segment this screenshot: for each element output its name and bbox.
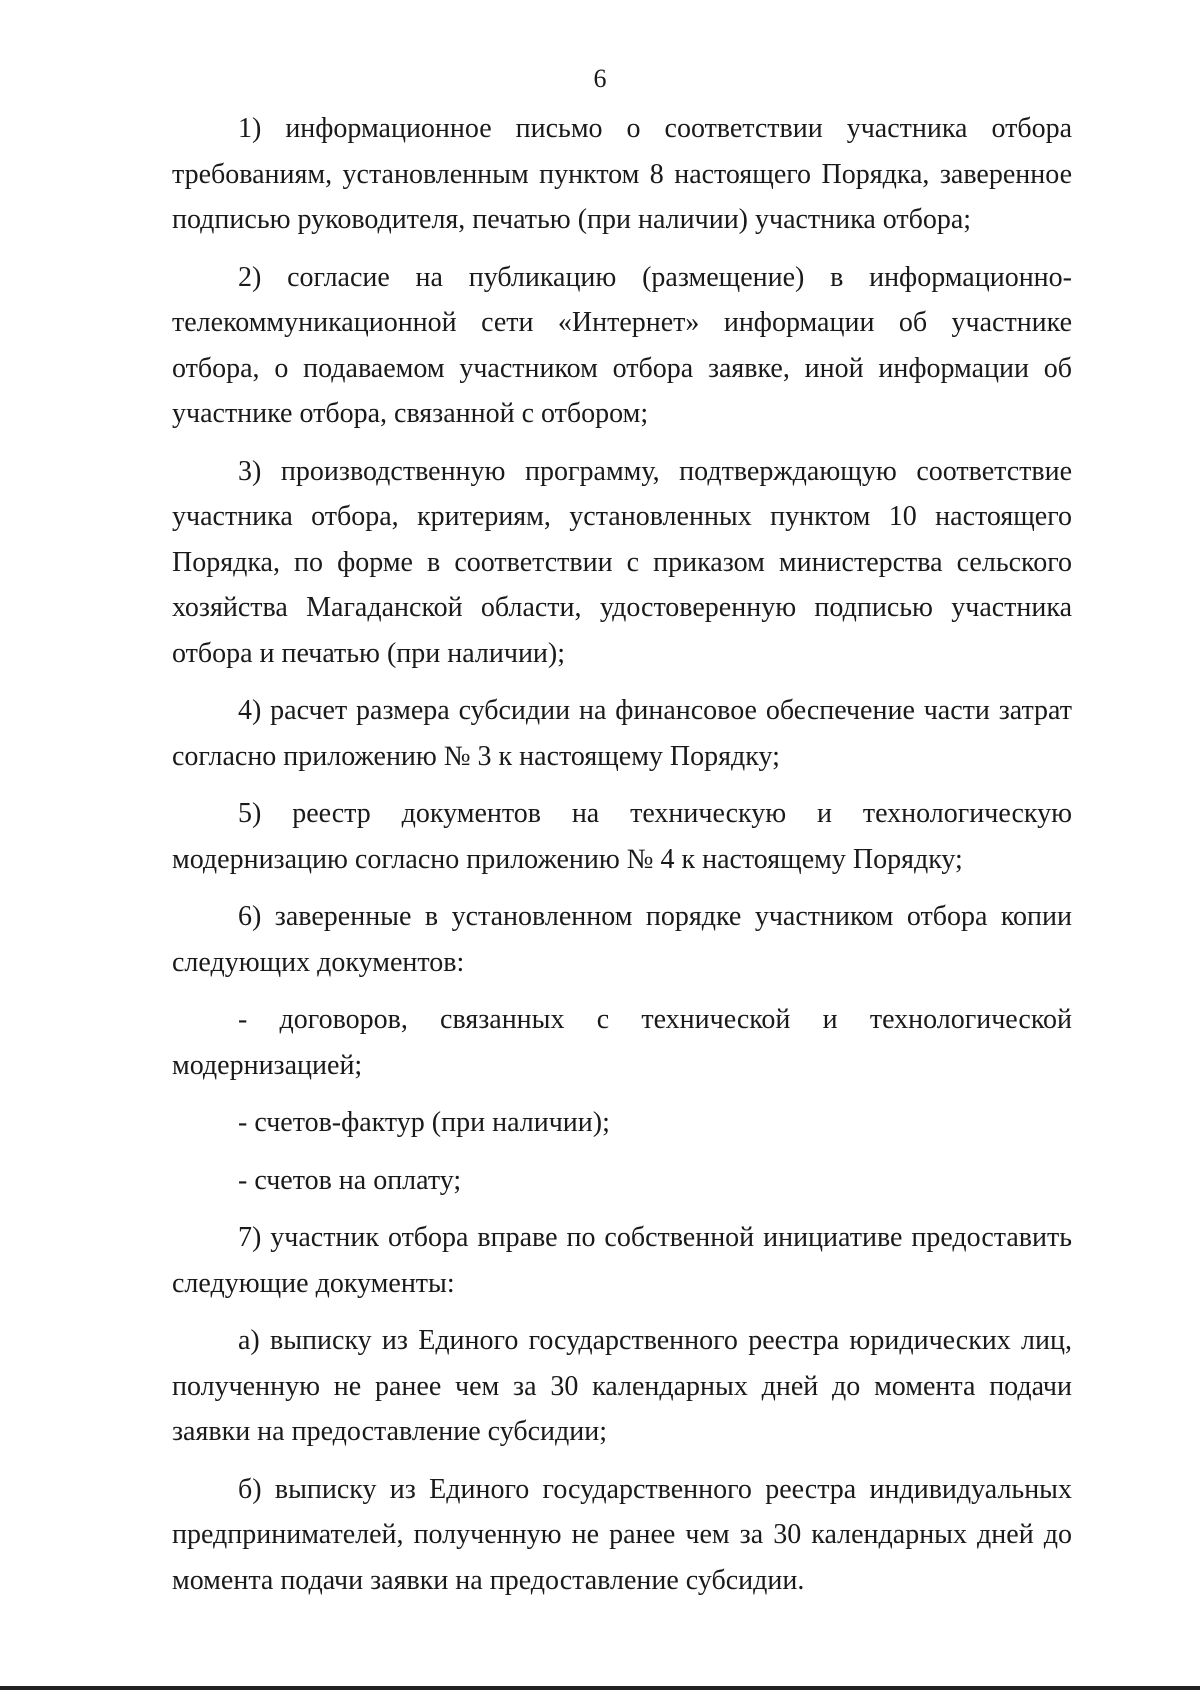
- page-number: 6: [593, 64, 607, 93]
- paragraph-item-a: а) выписку из Единого государственного реестра юридических лиц, полученную не ранее чем за 30 календарных дней до момента подачи заявки на предоставление субсидии;: [172, 1325, 1072, 1447]
- paragraph-item-6: 6) заверенные в установленном порядке участником отбора копии следующих документов:: [172, 901, 1072, 978]
- paragraph-item-2: 2) согласие на публикацию (размещение) в информационно-телекоммуникационной сети «Интернет» информации об участнике отбора, о подаваемом участником отбора заявке, иной информации об участнике отбора, связанной с отбором;: [172, 261, 1072, 429]
- bottom-border-line: [0, 1686, 1200, 1690]
- paragraph-sub-invoices: - счетов-фактур (при наличии);: [238, 1107, 610, 1138]
- paragraph-sub-bills: - счетов на оплату;: [238, 1164, 462, 1196]
- document-body: [172, 106, 1072, 1603]
- paragraph-item-5: 5) реестр документов на техническую и технологическую модернизацию согласно приложению № 4 к настоящему Порядку;: [172, 798, 1072, 875]
- paragraph-item-4: 4) расчет размера субсидии на финансовое обеспечение части затрат согласно приложению № 3 к настоящему Порядку;: [172, 695, 1072, 772]
- paragraph-item-1: 1) информационное письмо о соответствии участника отбора требованиям, установленным пунктом 8 настоящего Порядка, заверенное подписью руководителя, печатью (при наличии) участника отбора;: [172, 113, 1072, 235]
- paragraph-item-b: б) выписку из Единого государственного реестра индивидуальных предпринимателей, полученную не ранее чем за 30 календарных дней до момента подачи заявки на предоставление субсидии.: [172, 1473, 1072, 1596]
- paragraph-item-7: 7) участник отбора вправе по собственной инициативе предоставить следующие документы:: [172, 1222, 1072, 1299]
- paragraph-sub-contracts: - договоров, связанных с технической и технологической модернизацией;: [172, 1004, 1072, 1081]
- paragraph-item-3: 3) производственную программу, подтверждающую соответствие участника отбора, критериям, установленных пунктом 10 настоящего Порядка, по форме в соответствии с приказом министерства сельского хозяйства Магаданской области, удостоверенную подписью участника отбора и печатью (при наличии);: [172, 455, 1072, 669]
